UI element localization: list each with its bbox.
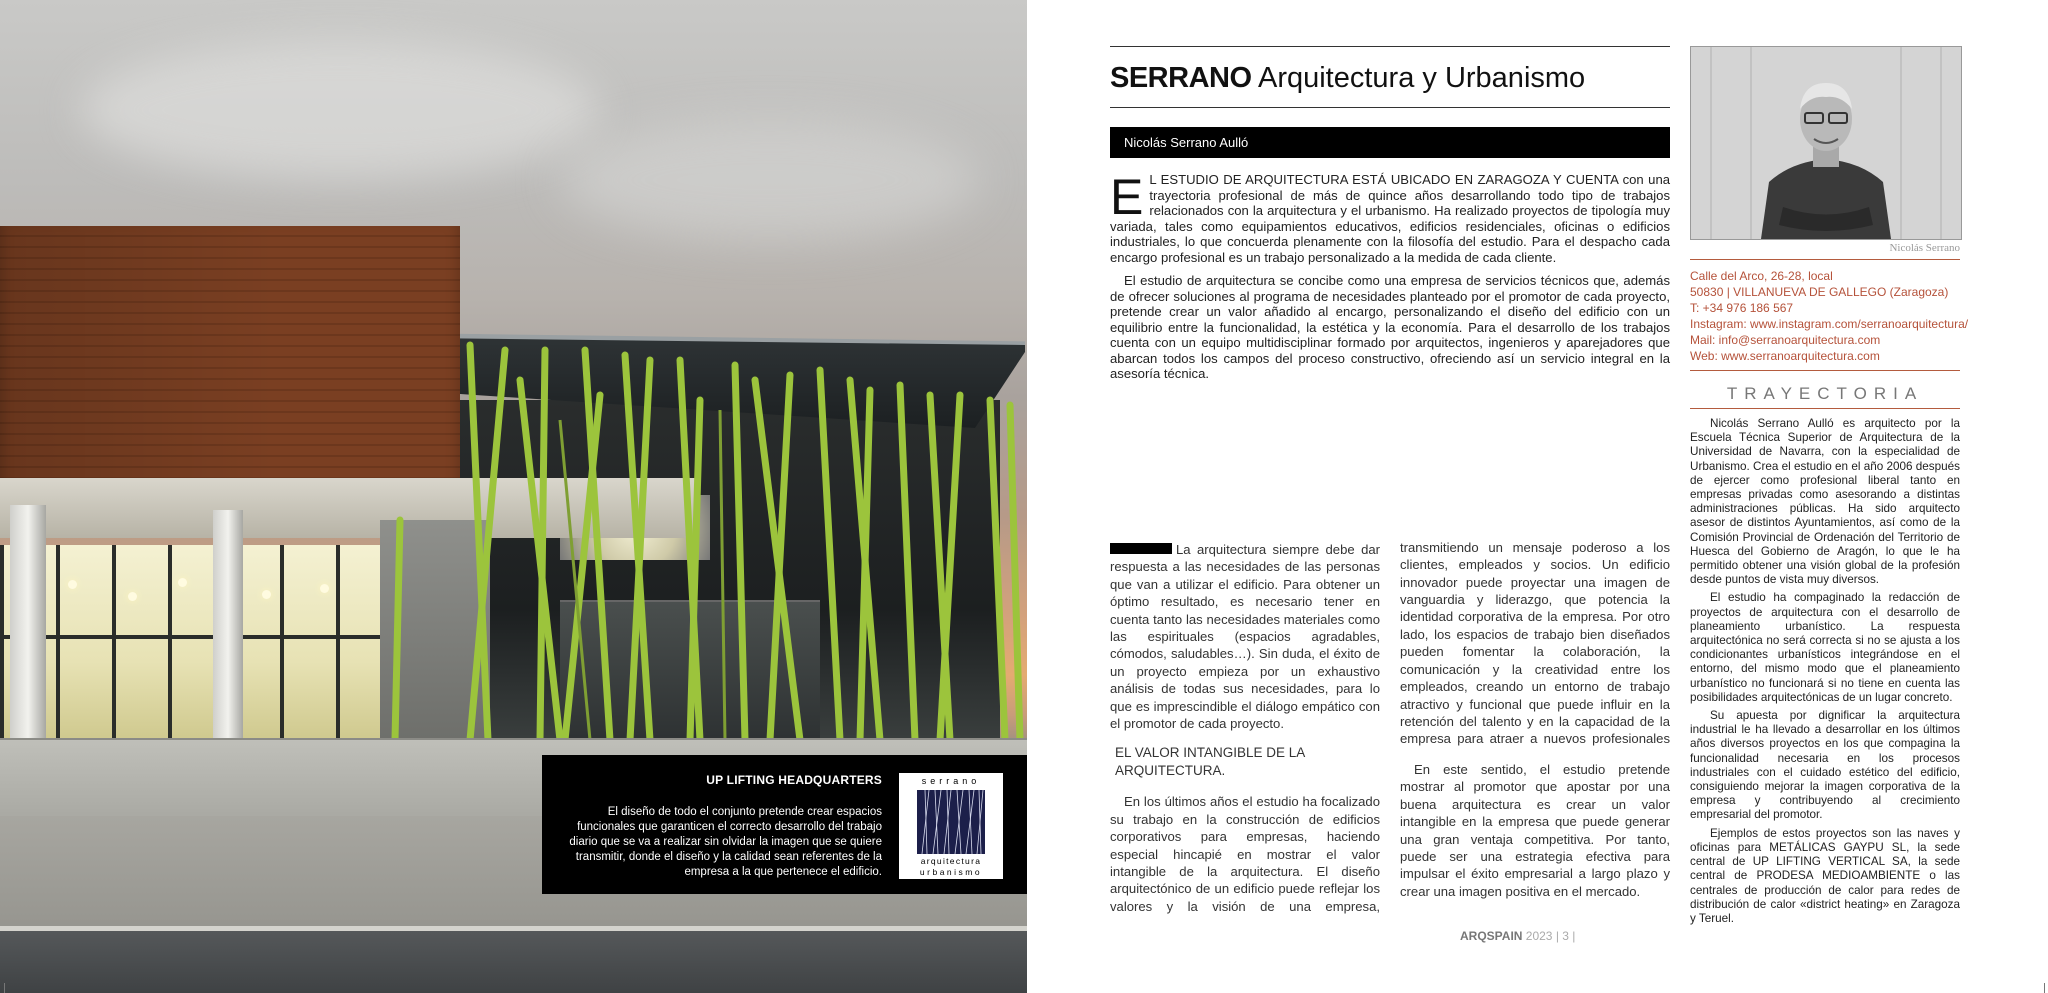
- trayectoria-text: [1690, 417, 1960, 930]
- title-bold: SERRANO: [1110, 62, 1252, 94]
- logo-wordmark-urbanismo: urbanismo: [919, 867, 983, 877]
- contact-phone: T: +34 976 186 567: [1690, 301, 1794, 315]
- footer-page: 2023 | 3 |: [1522, 929, 1576, 943]
- intro-paragraph-2: El estudio de arquitectura se concibe como una empresa de servicios técnicos que, además de ofrecer soluciones al programa de necesidades planteado por el promotor de cada proyecto, pretende crear un valor añadido al encargo, personalizando el diseño del edificio con un equilibrio entre la funcionalidad, la estética y la economía. Para el desarrollo de los trabajos cuenta con un equipo multidisciplinar formado por arquitectos, ingenieros y aparejadores que abarcan todos los campos del proceso constructivo, ofreciendo así un servicio integral en la asesoría técnica.: [1110, 273, 1670, 381]
- contact-block: [1690, 268, 1980, 364]
- trayectoria-rule: [1690, 408, 1960, 409]
- body-column-left: [1110, 541, 1380, 928]
- title-rule-bottom: [1110, 107, 1670, 108]
- page-footer: [1460, 929, 1600, 943]
- body-paragraph-continued: [1400, 539, 1670, 749]
- photo-caption-box: [542, 755, 1027, 894]
- trayectoria-paragraph: Ejemplos de estos proyectos son las naves y oficinas para METÁLICAS GAYPU SL, la sede central de UP LIFTING VERTICAL SA, la sede central de PRODESA MEDIOAMBIENTE o las centrales de producción de calor para redes de distribución de calor «district heating» en Zaragoza y Teruel.: [1690, 826, 1960, 925]
- contact-rule: [1690, 370, 1960, 371]
- drop-cap: E: [1110, 169, 1144, 225]
- photo-credit: Nicolás Serrano: [1889, 242, 1960, 254]
- footer-brand: ARQSPAIN: [1460, 929, 1523, 943]
- section-marker: [1110, 543, 1172, 554]
- trayectoria-heading: TRAYECTORIA: [1726, 384, 1924, 403]
- continued-text: transmitiendo un mensaje poderoso a los clientes, empleados y socios. Un edificio innovador puede proyectar una imagen de vanguardia y liderazgo, que potencia la identidad corporativa de la empresa. Por otro lado, los espacios de trabajo bien diseñados pueden fomentar la colaboración, la comunicación y la creatividad entre los empleados, creando un entorno de trabajo atractivo y funcional que puede influir en la retención del talento y en la capacidad de la empresa para atraer a nuevos profesionales: [1400, 539, 1670, 747]
- article-title: [1110, 60, 1670, 96]
- logo-wordmark-top: serrano: [921, 776, 981, 786]
- logo-mark-icon: [917, 790, 985, 854]
- caption-text: El diseño de todo el conjunto pretende crear espacios funcionales que garanticen el correcto desarrollo del trabajo diario que se va a realizar sin olvidar la imagen que se quiere transmitir, donde el diseño y la calidad sean referentes de la empresa a la que pertenece el edificio.: [569, 806, 882, 878]
- portrait-person: [1691, 47, 1961, 239]
- crop-mark: [2044, 983, 2045, 993]
- section-subhead: EL VALOR INTANGIBLE DE LA ARQUITECTURA.: [1115, 745, 1305, 778]
- intro-paragraph: [1110, 169, 1671, 265]
- body-paragraph: En los últimos años el estudio ha focalizado su trabajo en la construcción de edificios corporativos para empresas, haciendo especial hincapié en mostrar el valor intangible de la arquitectura. El diseño arquitectónico de un edificio puede reflejar los valores y la visión de una empresa,: [1110, 794, 1380, 914]
- trayectoria-paragraph: Nicolás Serrano Aulló es arquitecto por la Escuela Técnica Superior de Arquitectura de la Universidad de Navarra, con la especialidad de Urbanismo. Crea el estudio en el año 2006 después de ejercer como profesional liberal tanto en empresas privadas como asesorando a distintas administraciones públicas. Ha sido arquitecto asesor de distintos Ayuntamientos, así como de la Comisión Provincial de Ordenación del Territorio de Huesca del Gobierno de Aragón, lo que le ha permitido obtener una visión global de la profesión desde puntos de vista muy diversos.: [1690, 417, 1960, 587]
- serrano-logo: [899, 773, 1003, 879]
- body-text: La arquitectura siempre debe dar respuesta a las necesidades de las personas que van a utilizar el edificio. Para obtener un óptimo resultado, es necesario tener en cuenta tanto las necesidades materiales como las espirituales (espacios agradables, cómodos, saludables…). Sin duda, el éxito de un proyecto empieza por un exhaustivo análisis de todas sus necesidades, para lo que es imprescindible el diálogo empático con el promotor de cada proyecto.: [1110, 542, 1380, 732]
- contact-mail[interactable]: Mail: info@serranoarquitectura.com: [1690, 333, 1881, 347]
- contact-web[interactable]: Web: www.serranoarquitectura.com: [1690, 349, 1880, 363]
- author-name: Nicolás Serrano Aulló: [1124, 135, 1249, 150]
- road: [0, 931, 1027, 993]
- intro-lead: L ESTUDIO DE ARQUITECTURA ESTÁ UBICADO EN ZARAGOZA Y CUENTA: [1149, 172, 1619, 187]
- contact-instagram[interactable]: Instagram: www.instagram.com/serranoarquitectura/: [1690, 317, 1969, 331]
- trayectoria-paragraph: Su apuesta por dignificar la arquitectura industrial le ha llevado a desarrollar en los últimos años diversos proyectos en los que compagina la funcionalidad necesaria en los procesos industriales con el cuidado estético del edificio, consiguiendo mejorar la imagen corporativa de la empresa y contribuyendo al crecimiento empresarial del promotor.: [1690, 709, 1960, 822]
- logo-wordmark-arquitectura: arquitectura: [920, 856, 982, 866]
- author-portrait: [1690, 46, 1962, 240]
- contact-rule: [1690, 259, 1960, 260]
- body-paragraph: En este sentido, el estudio pretende mostrar al promotor que apostar por una buena arquitectura es crear un valor intangible en la empresa que puede generar una gran ventaja competitiva. Por tanto, puede ser una estrategia efectiva para impulsar el éxito empresarial a largo plazo y crear una imagen positiva en el mercado.: [1400, 762, 1670, 899]
- contact-city: 50830 | VILLANUEVA DE GALLEGO (Zaragoza): [1690, 285, 1949, 299]
- trayectoria-paragraph: El estudio ha compaginado la redacción de proyectos de arquitectura con el desarrollo de planeamiento urbanístico. La respuesta arquitectónica no será correcta si no se ajusta a los condicionantes urbanísticos integrándose en el entorno, del mismo modo que el planeamiento urbanístico no funcionará si no tiene en cuenta las posibilidades arquitectónicas de un lugar concreto.: [1690, 591, 1960, 704]
- intro-rest: con una trayectoria profesional de más de quince años desarrollando todo tipo de trabajos relacionados con la arquitectura y el urbanismo. Ha realizado proyectos de tipología muy variada, tales como equipamientos educativos, edificios residenciales, oficinas o edificios industriales, lo que concuerda plenamente con la filosofía del estudio. Para el despacho cada encargo profesional es un trabajo personalizado a la medida de cada cliente.: [1110, 172, 1671, 265]
- author-bar: [1110, 127, 1670, 158]
- title-rest: Arquitectura y Urbanismo: [1257, 62, 1586, 94]
- body-paragraph: [1110, 541, 1380, 732]
- caption-title: UP LIFTING HEADQUARTERS: [706, 773, 882, 787]
- body-column-middle: [1400, 541, 1670, 911]
- contact-address: Calle del Arco, 26-28, local: [1690, 269, 1833, 283]
- crop-mark: [4, 983, 5, 993]
- title-rule-top: [1110, 46, 1670, 47]
- intro-text: [1110, 169, 1671, 390]
